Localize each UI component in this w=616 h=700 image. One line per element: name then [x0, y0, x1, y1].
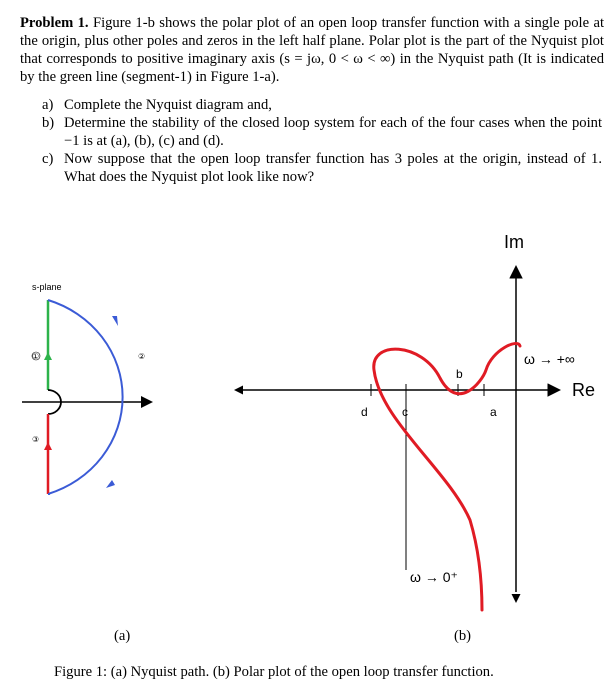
part-b [42, 114, 602, 150]
point-b-label: b [456, 367, 463, 381]
figure-a-nyquist-path [0, 270, 200, 510]
segment-1-arrow [44, 352, 52, 360]
question-parts [42, 96, 602, 186]
omega-inf-label: ω → +∞ [524, 351, 575, 367]
part-c [42, 150, 602, 186]
part-b-label: b) [42, 115, 55, 131]
figure-caption: Figure 1: (a) Nyquist path. (b) Polar plot of the open loop transfer function. [54, 664, 494, 680]
segment-3-arrow [44, 442, 52, 450]
re-label: Re [572, 380, 596, 400]
problem-text: Figure 1-b shows the polar plot of an open loop transfer function with a single pole at the origin, plus other poles and zeros in the left half plane. Polar plot is the part of the Nyquist plot that corresponds to positive imaginary axis (s = jω, 0 < ω < ∞) in the Nyquist path (It is indicated by the green line (segment-1) in Figure 1-a). [20, 15, 604, 85]
fig-b-real-axis-left-arrow [234, 386, 243, 395]
segment-3-label: ③ [32, 435, 40, 444]
caption-b: (b) [454, 628, 472, 644]
part-c-label: c) [42, 151, 54, 167]
caption-a: (a) [114, 628, 131, 644]
fig-b-imag-axis-bottom-arrow [512, 594, 521, 603]
part-a [42, 96, 602, 114]
figure-b-polar-plot [220, 220, 616, 620]
segment-2-arrow-top [112, 316, 118, 326]
problem-label: Problem 1. [20, 15, 89, 31]
part-b-text: Determine the stability of the closed loop system for each of the four cases when the point −1 is at (a), (b), (c) and (d). [64, 115, 602, 149]
point-a-label: a [490, 405, 497, 419]
part-a-label: a) [42, 97, 54, 113]
s-plane-label: s-plane [32, 282, 62, 292]
point-d-label: d [361, 405, 368, 419]
omega-zero-label: ω → 0⁺ [410, 569, 458, 585]
problem-statement [20, 14, 604, 86]
segment-1-label: ① [32, 352, 40, 361]
point-c-label: c [402, 405, 408, 419]
im-label: Im [504, 232, 524, 252]
part-c-text: Now suppose that the open loop transfer function has 3 poles at the origin, instead of 1. What does the Nyquist plot look like now? [64, 151, 602, 185]
segment-2-label: ② [138, 352, 146, 361]
segment-2-arrow-bottom [106, 480, 115, 488]
part-a-text: Complete the Nyquist diagram and, [64, 97, 272, 113]
